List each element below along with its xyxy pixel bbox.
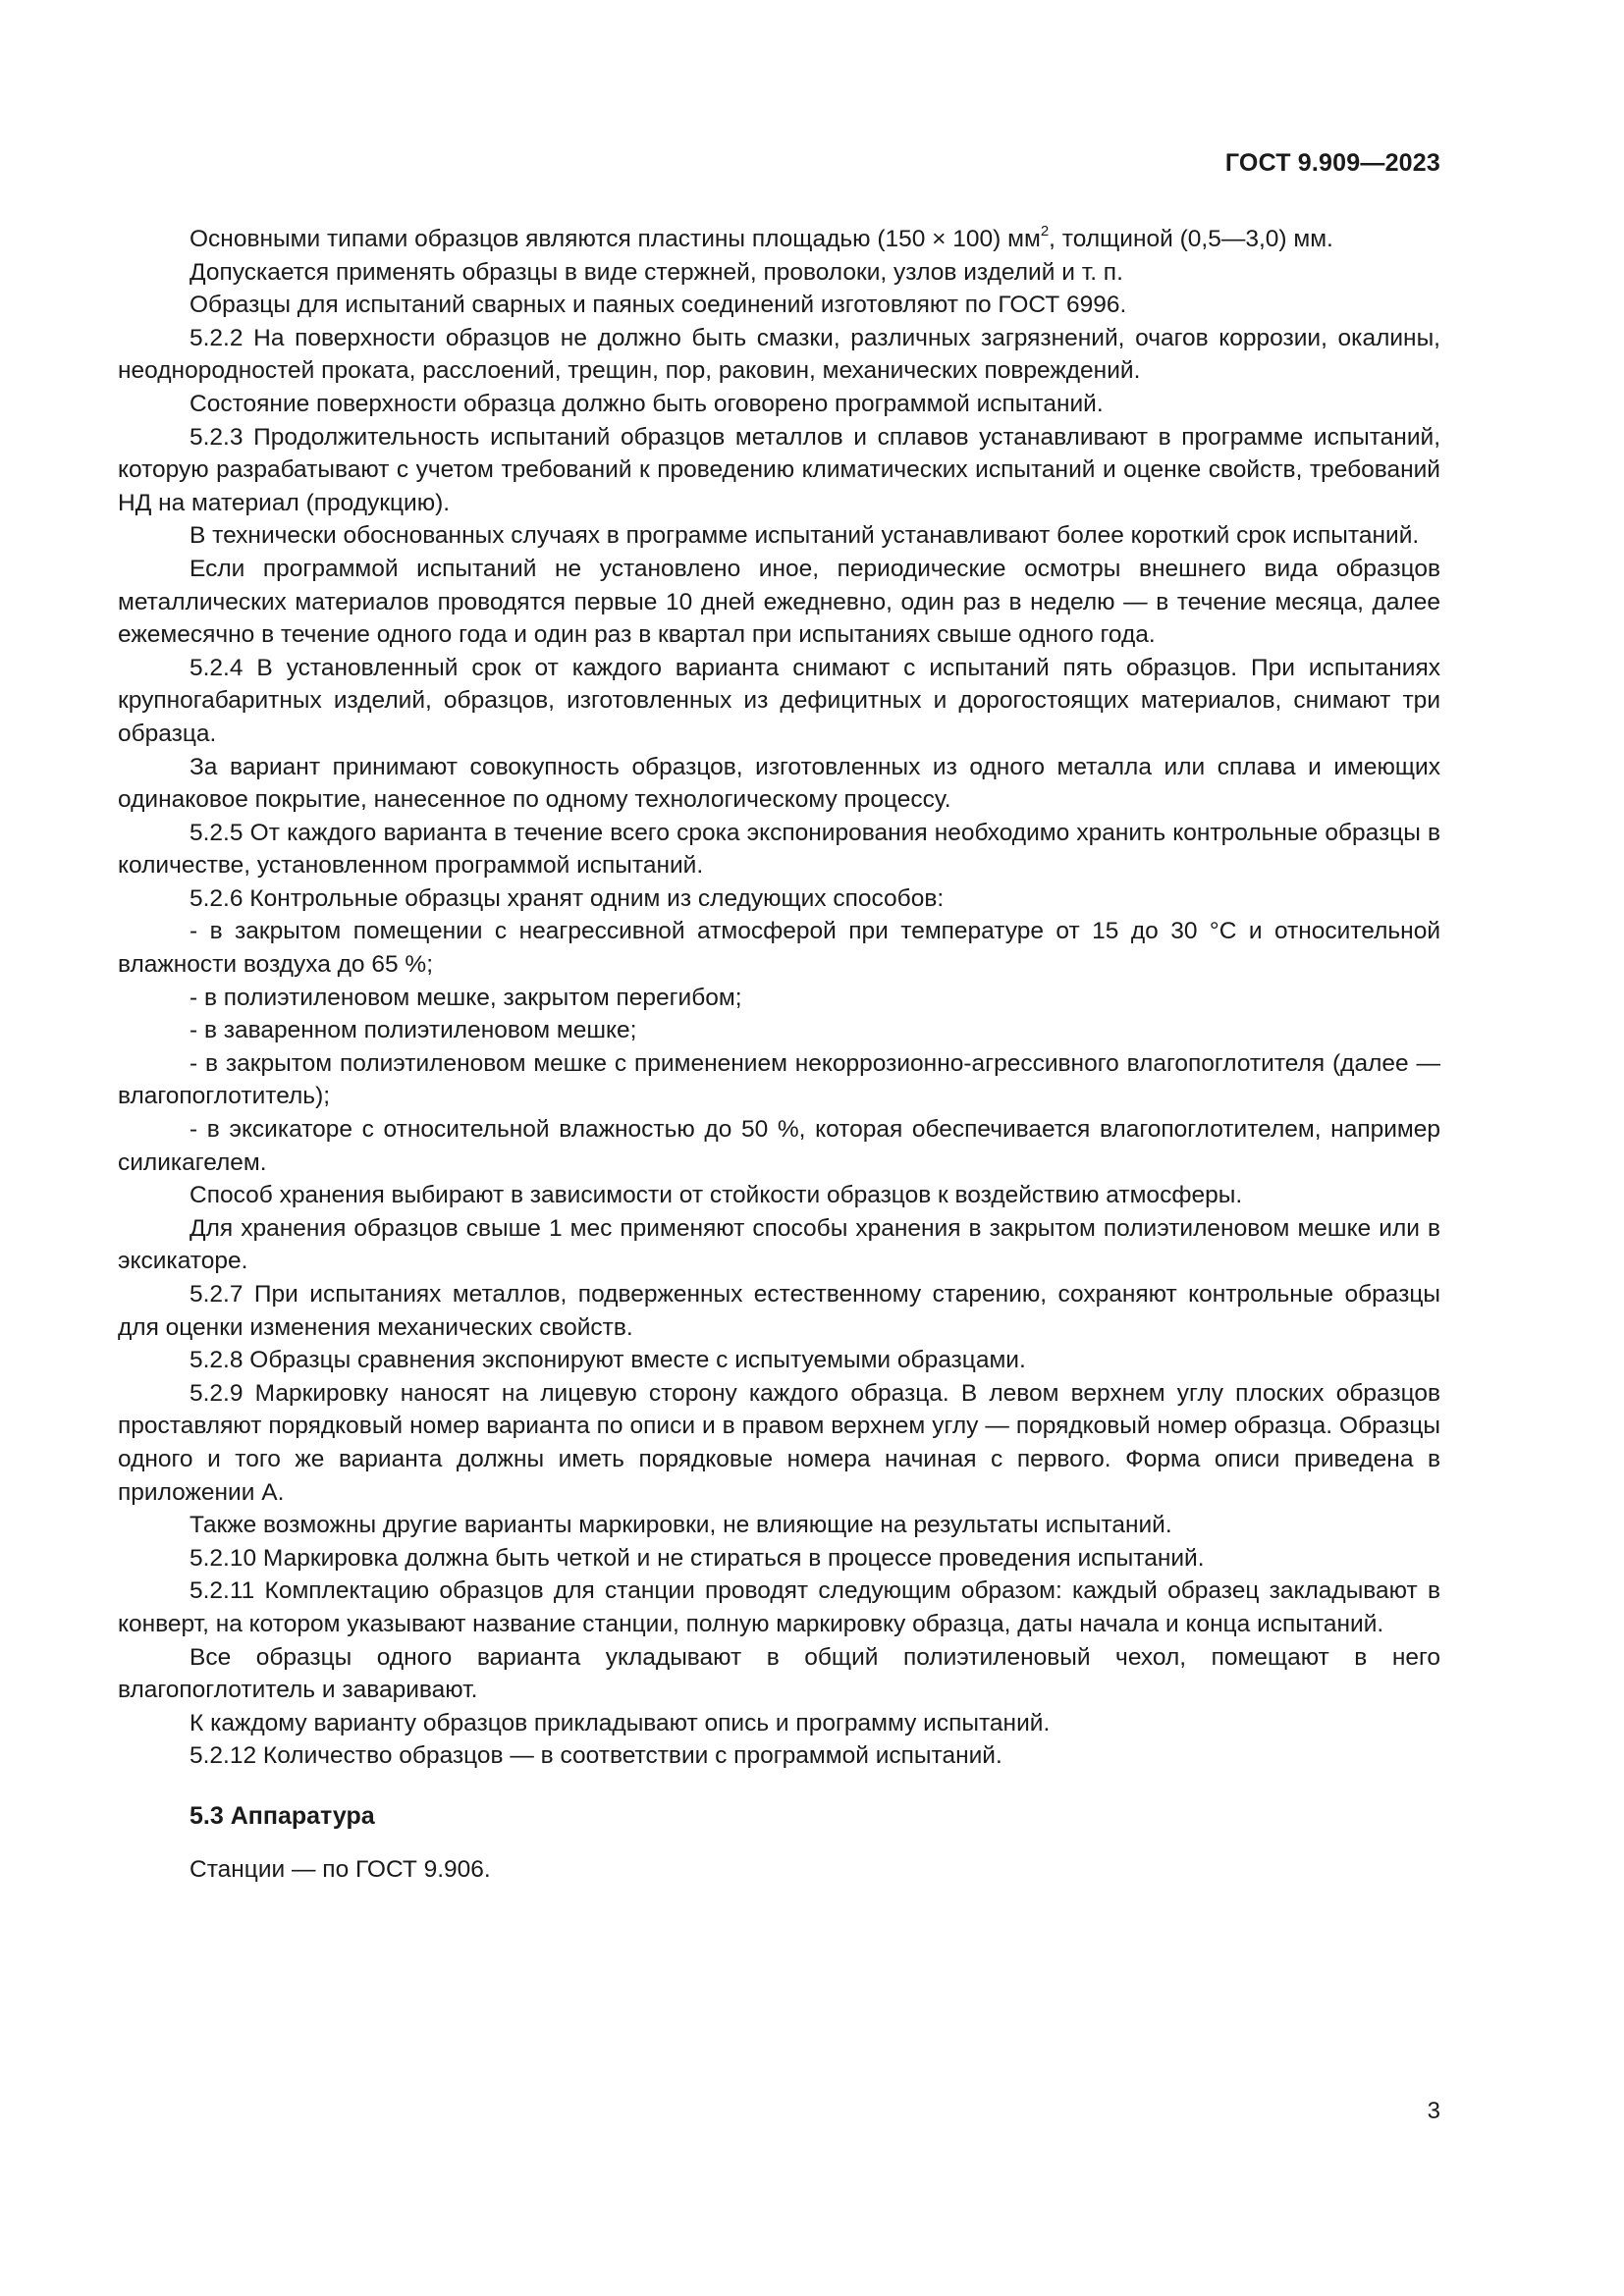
paragraph-inventory: К каждому варианту образцов прикладывают опись и программу испытаний. [189, 1709, 1051, 1736]
clause-5-2-5: 5.2.5 От каждого варианта в течение всего срока экспонирования необходимо хранить контрольные образцы в количестве, установленном программой испытаний. [118, 819, 1440, 880]
superscript-2: 2 [1040, 223, 1050, 240]
paragraph-sample-types-text: Основными типами образцов являются пластины площадью (150 × 100) мм [189, 226, 1041, 252]
clause-5-2-8: 5.2.8 Образцы сравнения экспонируют вместе с испытуемыми образцами. [189, 1347, 1026, 1374]
document-designation: ГОСТ 9.909—2023 [1224, 149, 1440, 177]
storage-option-1: - в закрытом помещении с неагрессивной атмосферой при температуре от 15 до 30 °С и относительной влажности воздуха до 65 %; [118, 918, 1440, 979]
paragraph-storage-long: Для хранения образцов свыше 1 мес применяют способы хранения в закрытом полиэтиленовом мешке или в эксикаторе. [118, 1214, 1440, 1275]
paragraph-variant-definition: За вариант принимают совокупность образцов, изготовленных из одного металла или сплава и имеющих одинаковое покрытие, нанесенное по одному технологическому процессу. [118, 753, 1440, 814]
clause-5-2-3: 5.2.3 Продолжительность испытаний образцов металлов и сплавов устанавливают в программе испытаний, которую разрабатывают с учетом требований к проведению климатических испытаний и оценке свойств, требований НД на материал (продукцию). [118, 423, 1440, 516]
paragraph-allowed-forms: Допускается применять образцы в виде стержней, проволоки, узлов изделий и т. п. [189, 258, 1123, 286]
clause-5-2-11: 5.2.11 Комплектацию образцов для станции проводят следующим образом: каждый образец закладывают в конверт, на котором указывают название станции, полную маркировку образца, даты начала и конца испытаний. [118, 1577, 1440, 1637]
section-heading-5-3: 5.3 Аппаратура [189, 1801, 375, 1830]
paragraph-short-term: В технически обоснованных случаях в программе испытаний устанавливают более короткий срок испытаний. [189, 522, 1420, 550]
clause-5-2-6: 5.2.6 Контрольные образцы хранят одним из следующих способов: [189, 884, 945, 912]
paragraph-stations: Станции — по ГОСТ 9.906. [189, 1855, 491, 1883]
clause-5-2-12: 5.2.12 Количество образцов — в соответствии с программой испытаний. [189, 1742, 1002, 1770]
page-number: 3 [1427, 2098, 1440, 2124]
paragraph-sample-types-text-end: , толщиной (0,5—3,0) мм. [1049, 226, 1333, 252]
clause-5-2-9: 5.2.9 Маркировку наносят на лицевую сторону каждого образца. В левом верхнем углу плоских образцов проставляют порядковый номер варианта по описи и в правом верхнем углу — порядковый номер образца. Образцы одного и того же варианта должны иметь порядковые номера начиная с первого. Форма описи приведена в приложении А. [118, 1379, 1440, 1506]
paragraph-sample-types [118, 223, 1440, 256]
storage-option-4: - в закрытом полиэтиленовом мешке с применением некоррозионно-агрессивного влагопоглотителя (далее — влагопоглотитель); [118, 1049, 1440, 1110]
storage-option-5: - в эксикаторе с относительной влажностью до 50 %, которая обеспечивается влагопоглотителем, например силикагелем. [118, 1116, 1440, 1176]
clause-5-2-10: 5.2.10 Маркировка должна быть четкой и не стираться в процессе проведения испытаний. [189, 1544, 1205, 1572]
storage-option-3: - в заваренном полиэтиленовом мешке; [189, 1017, 637, 1044]
document-body [118, 223, 1440, 1886]
paragraph-packing: Все образцы одного варианта укладывают в общий полиэтиленовый чехол, помещают в него влагопоглотитель и заваривают. [118, 1643, 1440, 1704]
paragraph-welded-samples: Образцы для испытаний сварных и паяных соединений изготовляют по ГОСТ 6996. [189, 292, 1127, 319]
clause-5-2-2: 5.2.2 На поверхности образцов не должно быть смазки, различных загрязнений, очагов коррозии, окалины, неоднородностей проката, расслоений, трещин, пор, раковин, механических повреждений. [118, 324, 1440, 385]
storage-option-2: - в полиэтиленовом мешке, закрытом перегибом; [189, 984, 742, 1011]
paragraph-marking-other: Также возможны другие варианты маркировки, не влияющие на результаты испытаний. [189, 1512, 1172, 1539]
clause-5-2-7: 5.2.7 При испытаниях металлов, подверженных естественному старению, сохраняют контрольные образцы для оценки изменения механических свойств. [118, 1281, 1440, 1341]
paragraph-surface-state: Состояние поверхности образца должно быть оговорено программой испытаний. [189, 390, 1104, 417]
clause-5-2-4: 5.2.4 В установленный срок от каждого варианта снимают с испытаний пять образцов. При испытаниях крупногабаритных изделий, образцов, изготовленных из дефицитных и дорогостоящих материалов, снимают три образца. [118, 654, 1440, 747]
paragraph-inspections: Если программой испытаний не установлено иное, периодические осмотры внешнего вида образцов металлических материалов проводятся первые 10 дней ежедневно, один раз в неделю — в течение месяца, далее ежемесячно в течение одного года и один раз в квартал при испытаниях свыше одного года. [118, 555, 1440, 649]
paragraph-storage-choice: Способ хранения выбирают в зависимости от стойкости образцов к воздействию атмосферы. [189, 1182, 1243, 1209]
